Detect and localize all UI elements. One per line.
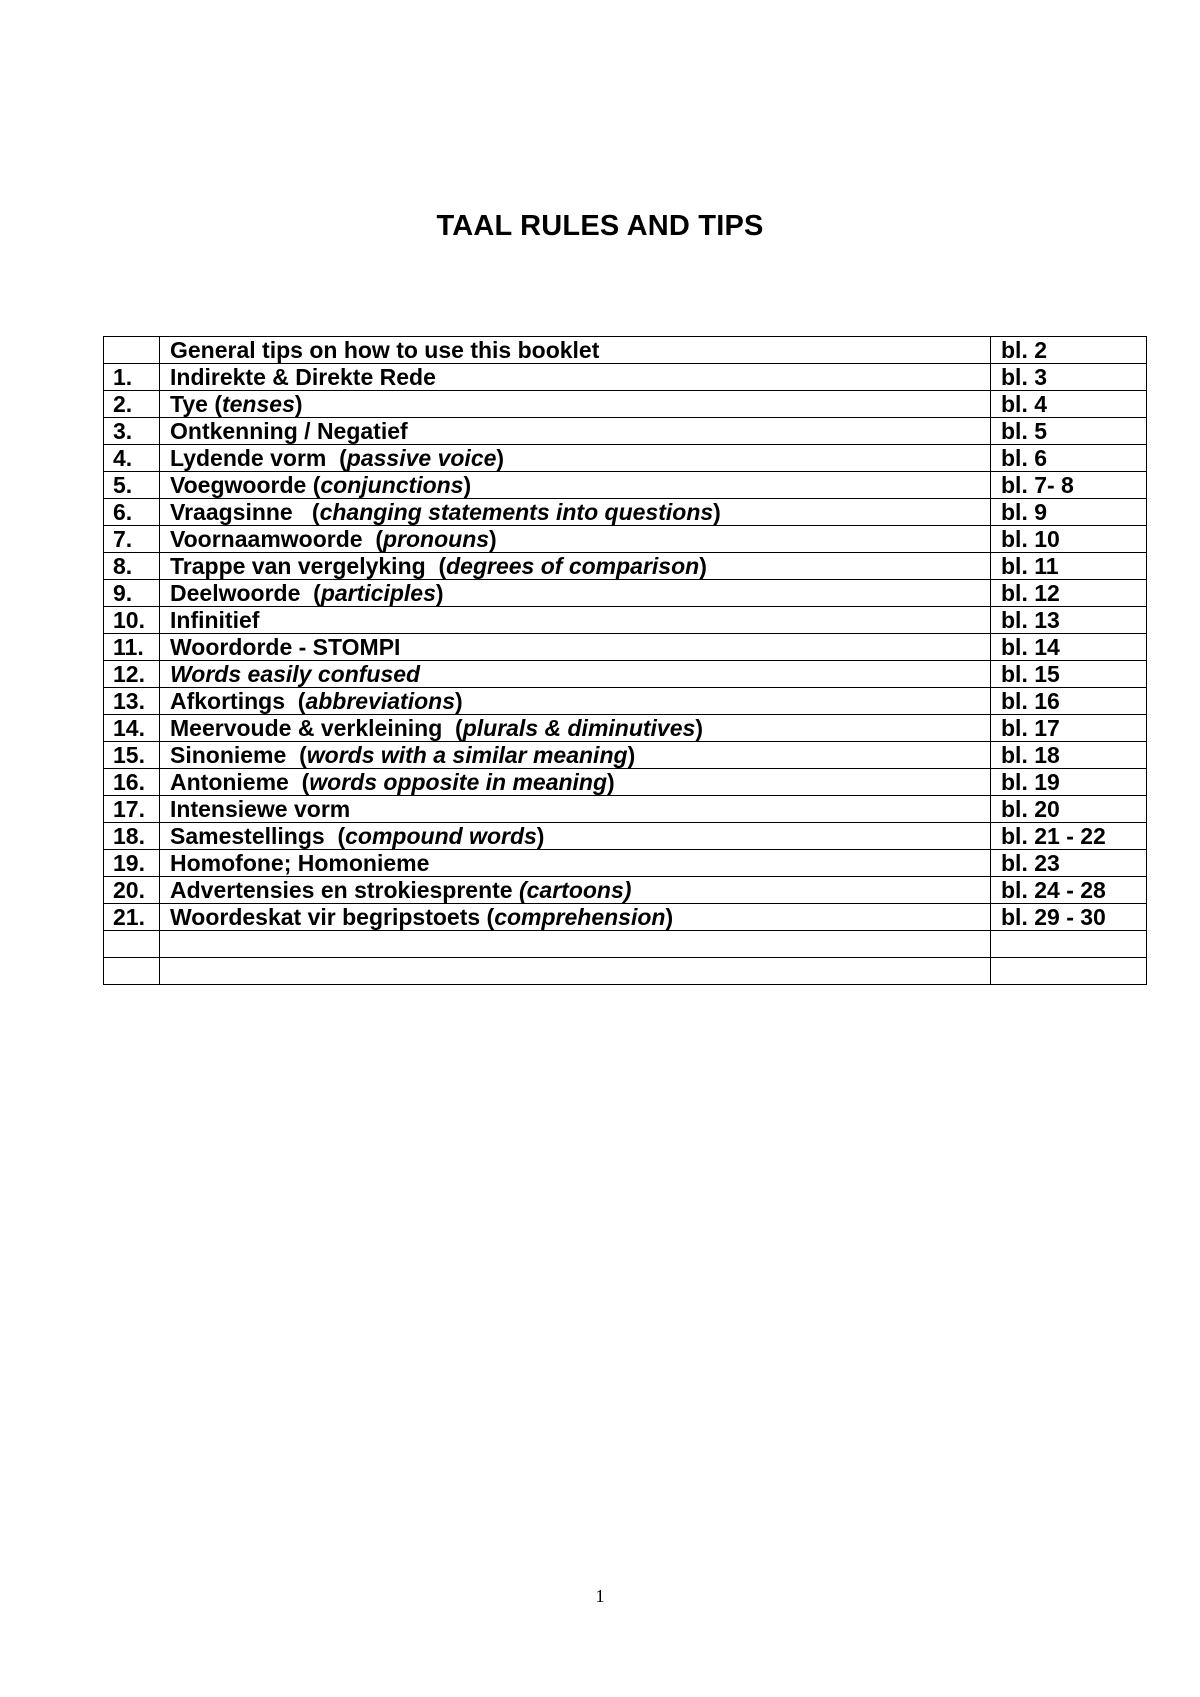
toc-page-cell: bl. 2 (991, 337, 1147, 364)
toc-page-cell: bl. 4 (991, 391, 1147, 418)
toc-page-cell: bl. 21 - 22 (991, 823, 1147, 850)
table-row (104, 607, 1147, 634)
toc-number-cell: 15. (104, 742, 160, 769)
table-row (104, 499, 1147, 526)
toc-number-cell: 18. (104, 823, 160, 850)
toc-number-cell (104, 337, 160, 364)
toc-topic-cell (160, 472, 991, 499)
toc-topic-segment: Voornaamwoorde ( (170, 526, 383, 552)
toc-topic-cell (160, 769, 991, 796)
toc-number-cell: 13. (104, 688, 160, 715)
toc-topic-segment: ) (294, 391, 303, 417)
toc-topic-segment: tenses (221, 391, 295, 417)
toc-topic-segment: ) (665, 904, 674, 930)
toc-number-cell: 5. (104, 472, 160, 499)
toc-page-cell: bl. 20 (991, 796, 1147, 823)
toc-page-cell: bl. 6 (991, 445, 1147, 472)
toc-number-cell (104, 931, 160, 958)
toc-topic-segment: Antonieme ( (170, 769, 310, 795)
toc-topic-segment: conjunctions (320, 472, 464, 498)
toc-topic-segment: ) (455, 688, 463, 714)
toc-topic-segment: comprehension (494, 904, 666, 930)
toc-page-cell: bl. 14 (991, 634, 1147, 661)
toc-number-cell: 3. (104, 418, 160, 445)
table-row (104, 796, 1147, 823)
toc-topic-cell (160, 715, 991, 742)
toc-topic-segment: ) (607, 769, 615, 795)
toc-topic-segment: Woordorde - STOMPI (170, 634, 401, 660)
table-row (104, 526, 1147, 553)
table-row (104, 742, 1147, 769)
toc-topic-segment: ) (435, 580, 444, 606)
toc-topic-segment: changing statements into questions (319, 499, 714, 525)
toc-topic-cell (160, 877, 991, 904)
toc-topic-cell (160, 823, 991, 850)
table-row (104, 337, 1147, 364)
toc-number-cell: 17. (104, 796, 160, 823)
toc-topic-cell (160, 445, 991, 472)
toc-body (104, 337, 1147, 985)
toc-number-cell: 14. (104, 715, 160, 742)
toc-page-cell: bl. 3 (991, 364, 1147, 391)
toc-topic-cell (160, 418, 991, 445)
table-row (104, 364, 1147, 391)
toc-topic-segment: passive voice (346, 445, 497, 471)
toc-topic-segment: Sinonieme ( (170, 742, 307, 768)
toc-topic-segment: words with a similar meaning (306, 742, 628, 768)
document-title: TAAL RULES AND TIPS (436, 210, 764, 242)
toc-page-cell: bl. 10 (991, 526, 1147, 553)
toc-number-cell: 19. (104, 850, 160, 877)
toc-topic-segment: Ontkenning / Negatief (170, 418, 408, 444)
toc-number-cell (104, 958, 160, 985)
table-row (104, 877, 1147, 904)
toc-number-cell: 1. (104, 364, 160, 391)
toc-topic-cell (160, 634, 991, 661)
table-row (104, 823, 1147, 850)
table-row (104, 688, 1147, 715)
table-row (104, 391, 1147, 418)
table-of-contents (103, 336, 1147, 985)
toc-topic-cell (160, 661, 991, 688)
toc-topic-segment: Meervoude & verkleining ( (170, 715, 463, 741)
toc-topic-segment: ) (496, 445, 505, 471)
toc-number-cell: 16. (104, 769, 160, 796)
toc-topic-segment: Advertensies en strokiesprente (170, 877, 519, 903)
toc-topic-cell (160, 526, 991, 553)
toc-topic-segment: ) (695, 715, 703, 741)
toc-number-cell: 6. (104, 499, 160, 526)
toc-topic-segment: ) (489, 526, 497, 552)
toc-topic-segment: Vraagsinne ( (170, 499, 320, 525)
table-row (104, 445, 1147, 472)
toc-topic-segment: ) (713, 499, 721, 525)
toc-number-cell: 21. (104, 904, 160, 931)
toc-topic-segment: Tye ( (170, 391, 222, 417)
toc-topic-cell (160, 931, 991, 958)
toc-topic-segment: ) (699, 553, 707, 579)
toc-page-cell: bl. 16 (991, 688, 1147, 715)
table-row (104, 634, 1147, 661)
table-row (104, 769, 1147, 796)
table-row (104, 580, 1147, 607)
toc-page-cell (991, 958, 1147, 985)
toc-page-cell: bl. 7- 8 (991, 472, 1147, 499)
toc-topic-segment: Lydende vorm ( (170, 445, 347, 471)
toc-page-cell: bl. 17 (991, 715, 1147, 742)
toc-topic-cell (160, 337, 991, 364)
toc-topic-segment: Homofone; Homonieme (170, 850, 430, 876)
toc-topic-segment: degrees of comparison (446, 553, 700, 579)
table-row (104, 418, 1147, 445)
toc-topic-segment: abbreviations (305, 688, 455, 714)
table-row (104, 472, 1147, 499)
toc-topic-cell (160, 553, 991, 580)
toc-topic-segment: ) (627, 742, 636, 768)
toc-page-cell: bl. 5 (991, 418, 1147, 445)
toc-topic-segment: plurals & diminutives (462, 715, 696, 741)
page-number: 1 (595, 1586, 605, 1606)
toc-page-cell: bl. 9 (991, 499, 1147, 526)
toc-topic-cell (160, 850, 991, 877)
table-row (104, 931, 1147, 958)
toc-topic-cell (160, 688, 991, 715)
toc-number-cell: 20. (104, 877, 160, 904)
toc-page-cell: bl. 29 - 30 (991, 904, 1147, 931)
toc-topic-cell (160, 904, 991, 931)
toc-topic-cell (160, 796, 991, 823)
toc-topic-cell (160, 499, 991, 526)
toc-page-cell (991, 931, 1147, 958)
toc-page-cell: bl. 12 (991, 580, 1147, 607)
toc-topic-segment: ) (463, 472, 472, 498)
toc-topic-cell (160, 391, 991, 418)
table-row (104, 850, 1147, 877)
toc-topic-cell (160, 742, 991, 769)
toc-topic-cell (160, 607, 991, 634)
toc-topic-segment: Woordeskat vir begripstoets ( (170, 904, 495, 930)
toc-topic-segment: Infinitief (170, 607, 260, 633)
toc-topic-segment: Afkortings ( (170, 688, 306, 714)
toc-number-cell: 11. (104, 634, 160, 661)
toc-page-cell: bl. 15 (991, 661, 1147, 688)
toc-topic-segment: General tips on how to use this booklet (170, 337, 600, 363)
toc-number-cell: 9. (104, 580, 160, 607)
toc-topic-segment: pronouns (383, 526, 490, 552)
toc-number-cell: 7. (104, 526, 160, 553)
toc-page-cell: bl. 11 (991, 553, 1147, 580)
toc-number-cell: 8. (104, 553, 160, 580)
toc-number-cell: 10. (104, 607, 160, 634)
toc-topic-segment: ) (536, 823, 545, 849)
table-row (104, 715, 1147, 742)
toc-topic-segment: Trappe van vergelyking ( (170, 553, 447, 579)
toc-topic-segment: participles (320, 580, 436, 606)
toc-topic-segment: Words easily confused (170, 661, 421, 687)
toc-number-cell: 2. (104, 391, 160, 418)
toc-page-cell: bl. 18 (991, 742, 1147, 769)
toc-topic-segment: words opposite in meaning (309, 769, 608, 795)
table-row (104, 958, 1147, 985)
toc-topic-cell (160, 958, 991, 985)
toc-topic-segment: Indirekte & Direkte Rede (170, 364, 436, 390)
toc-topic-segment: Voegwoorde ( (170, 472, 321, 498)
toc-topic-cell (160, 580, 991, 607)
table-row (104, 661, 1147, 688)
toc-page-cell: bl. 24 - 28 (991, 877, 1147, 904)
toc-topic-segment: compound words (345, 823, 537, 849)
toc-page-cell: bl. 13 (991, 607, 1147, 634)
toc-topic-segment: (cartoons) (518, 877, 632, 903)
toc-page-cell: bl. 23 (991, 850, 1147, 877)
toc-number-cell: 4. (104, 445, 160, 472)
toc-topic-segment: Samestellings ( (170, 823, 346, 849)
toc-topic-segment: Deelwoorde ( (170, 580, 321, 606)
toc-page-cell: bl. 19 (991, 769, 1147, 796)
toc-topic-cell (160, 364, 991, 391)
table-row (104, 553, 1147, 580)
table-row (104, 904, 1147, 931)
toc-number-cell: 12. (104, 661, 160, 688)
toc-topic-segment: Intensiewe vorm (170, 796, 351, 822)
